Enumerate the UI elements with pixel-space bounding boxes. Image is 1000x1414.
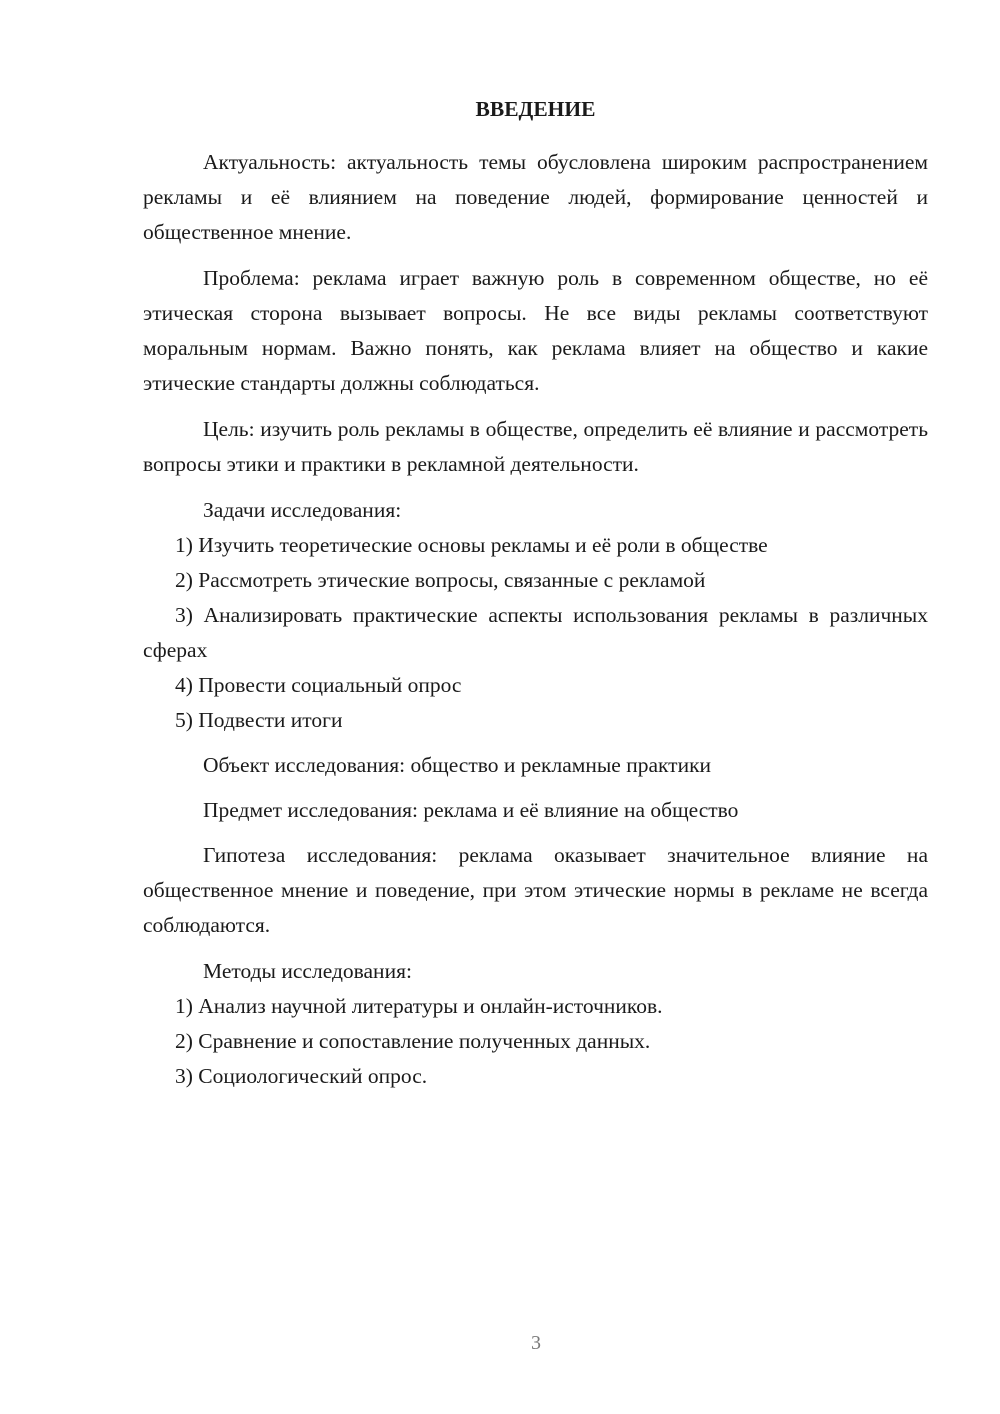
document-page [143,92,928,1094]
relevance-paragraph: Актуальность: актуальность темы обусловлена широким распространением рекламы и её влиянием на поведение людей, формирование ценностей и общественное мнение. [143,150,928,244]
method-item-3: 3) Социологический опрос. [175,1064,428,1088]
problem-paragraph: Проблема: реклама играет важную роль в современном обществе, но её этическая сторона вызывает вопросы. Не все виды рекламы соответствуют моральным нормам. Важно понять, как реклама влияет на общество и какие этические стандарты должны соблюдаться. [143,266,928,395]
tasks-heading: Задачи исследования: [203,498,402,522]
task-item-3: 3) Анализировать практические аспекты использования рекламы в различных сферах [143,603,928,662]
object-paragraph: Объект исследования: общество и рекламные практики [203,753,712,777]
hypothesis-paragraph: Гипотеза исследования: реклама оказывает значительное влияние на общественное мнение и поведение, при этом этические нормы в рекламе не всегда соблюдаются. [143,843,928,937]
subject-paragraph: Предмет исследования: реклама и её влияние на общество [203,798,739,822]
goal-paragraph: Цель: изучить роль рекламы в обществе, определить её влияние и рассмотреть вопросы этики и практики в рекламной деятельности. [143,417,928,476]
page-number: 3 [531,1332,541,1354]
task-item-1: 1) Изучить теоретические основы рекламы и её роли в обществе [175,533,768,557]
task-item-2: 2) Рассмотреть этические вопросы, связанные с рекламой [175,568,706,592]
method-item-1: 1) Анализ научной литературы и онлайн-источников. [175,994,663,1018]
methods-heading: Методы исследования: [203,959,412,983]
task-item-5: 5) Подвести итоги [175,708,343,732]
method-item-2: 2) Сравнение и сопоставление полученных данных. [175,1029,651,1053]
section-title: ВВЕДЕНИЕ [475,97,596,121]
task-item-4: 4) Провести социальный опрос [175,673,462,697]
